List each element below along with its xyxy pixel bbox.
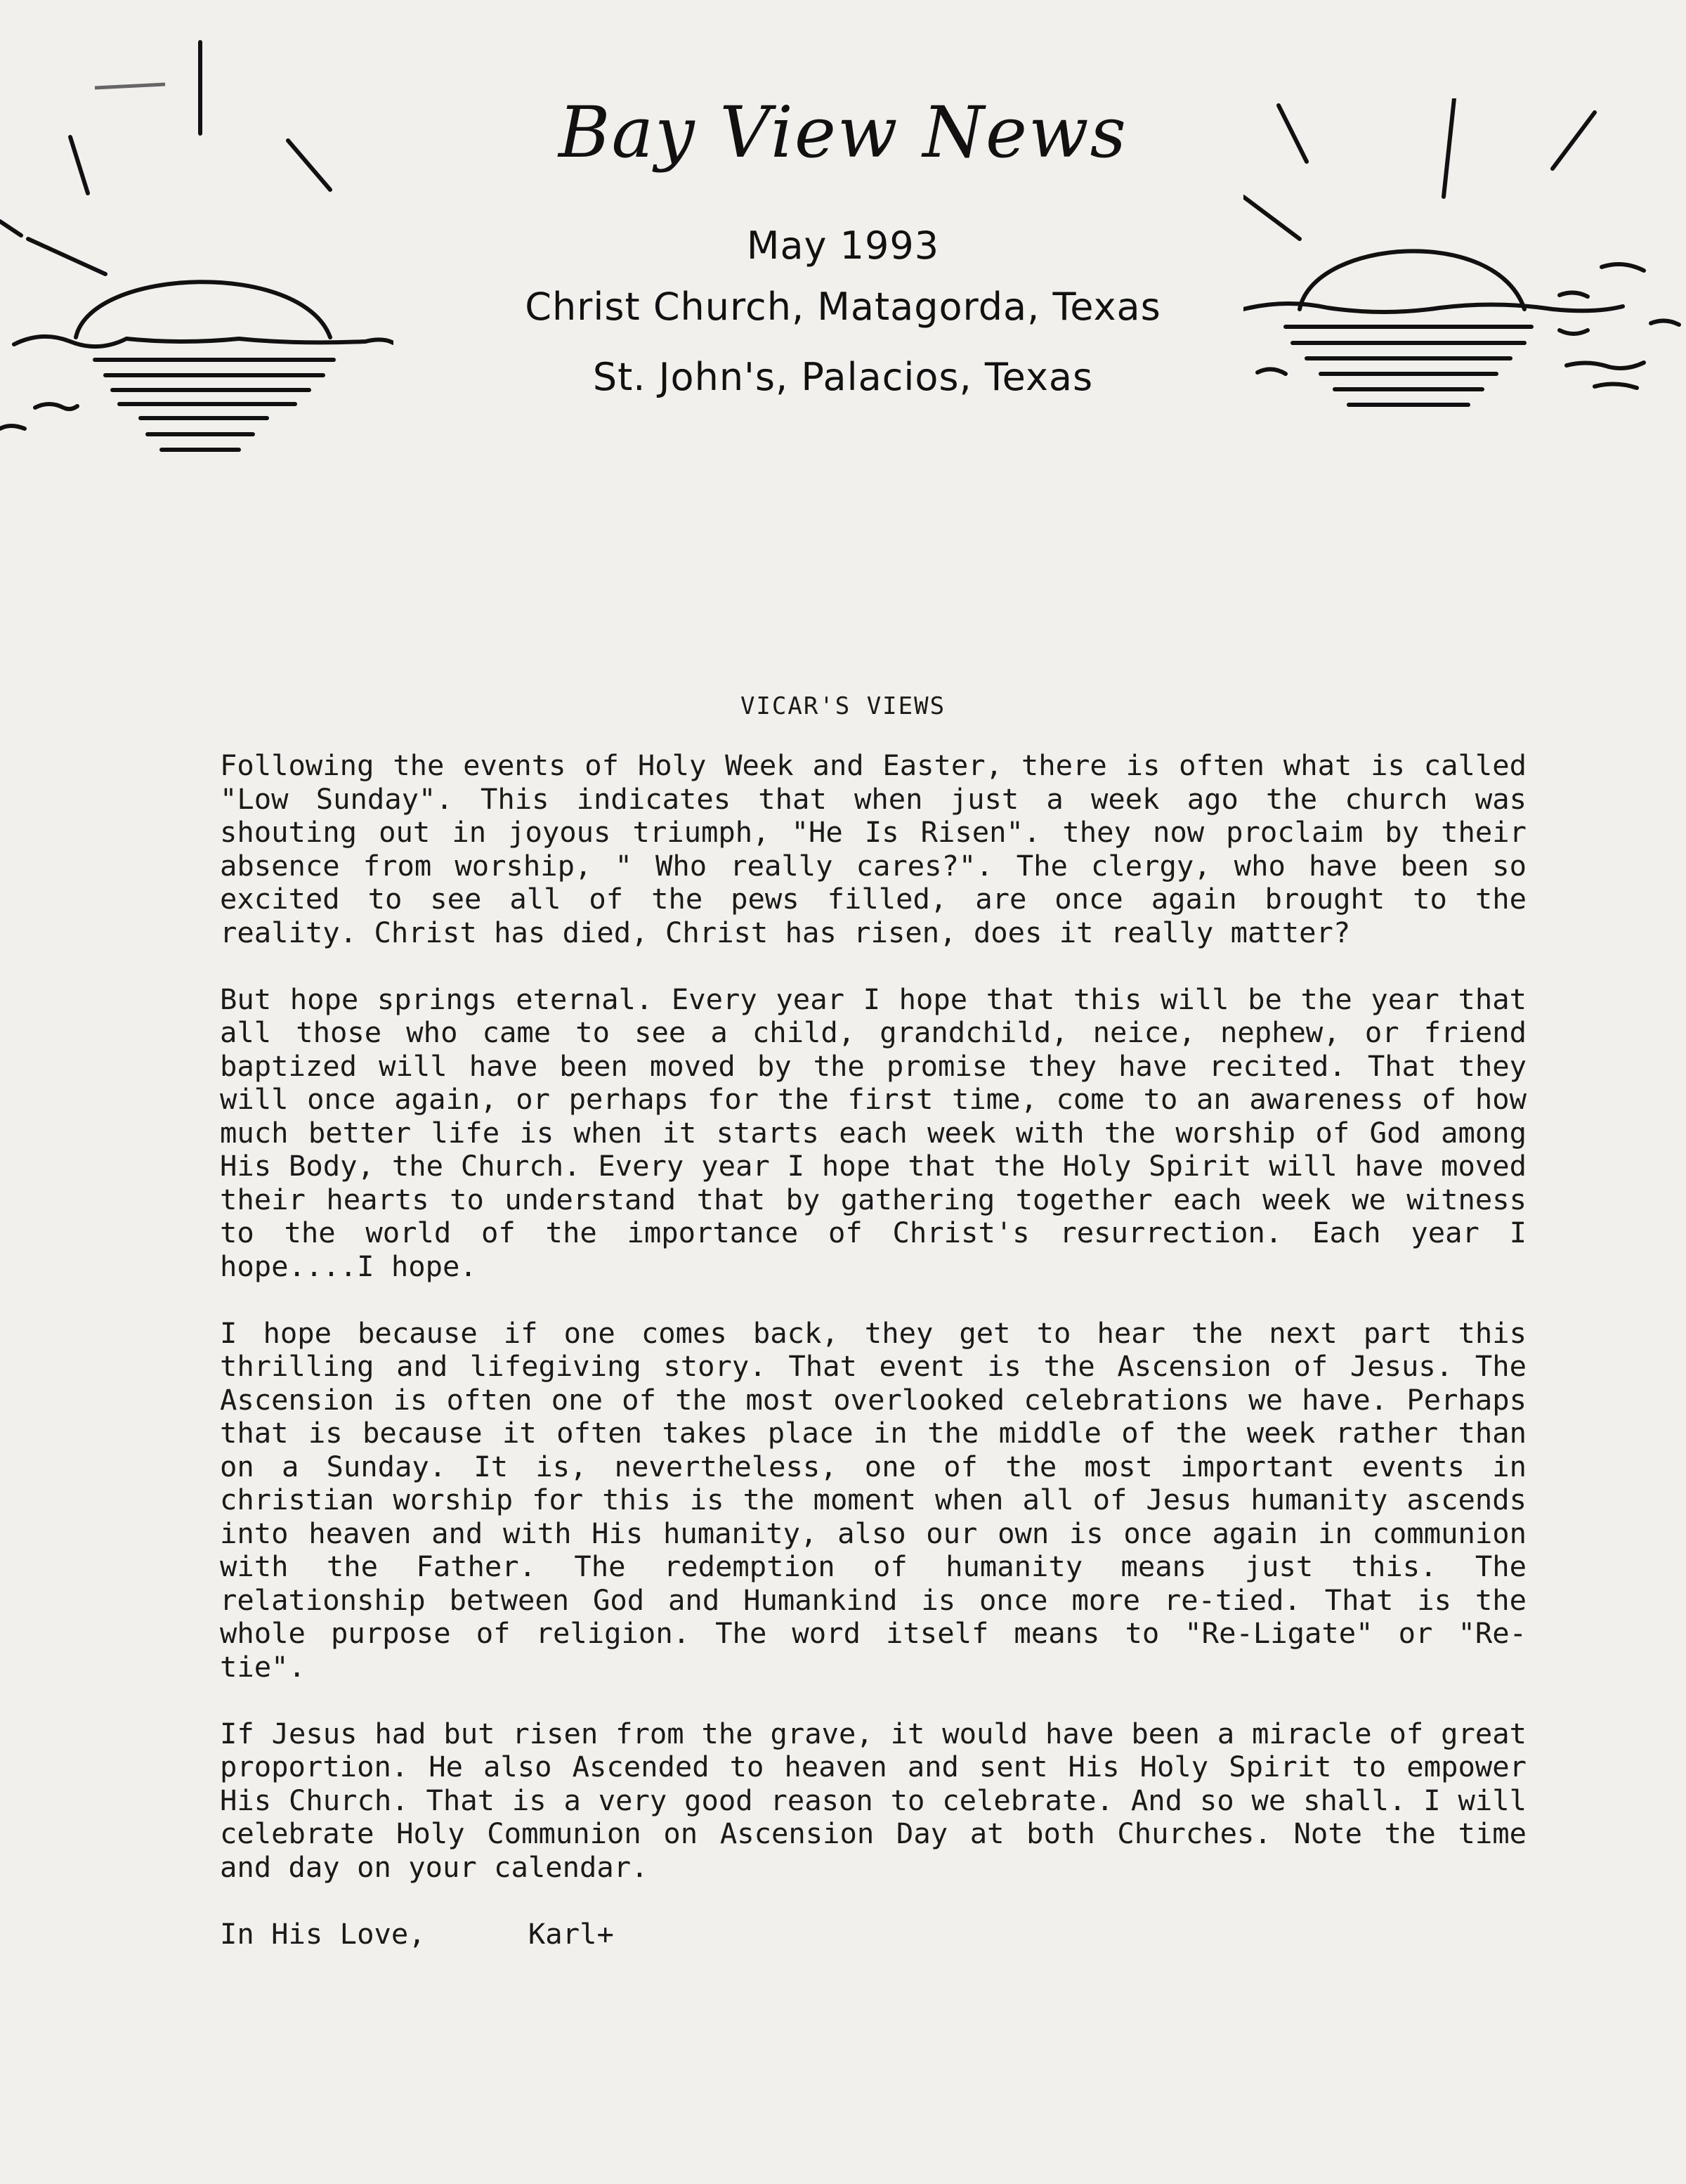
article-paragraph: I hope because if one comes back, they get to hear the next part this thrilling and lifegiving story. That event is the Ascension of Jesus. The Ascension is often one of the most overlooked celebrations we have. Perhaps that is because it often takes place in the middle of the week rather than on a Sunday. It is, nevertheless, one of the most important events in christian worship for this is the moment when all of Jesus humanity ascends into heaven and with His humanity, also our own is once again in communion with the Father. The redemption of humanity means just this. The relationship between God and Humankind is once more re-tied. That is the whole purpose of religion. The word itself means to "Re-Ligate" or "Re- tie". xyxy=(220,1315,1527,1684)
signoff xyxy=(220,1918,1527,1951)
article-body xyxy=(220,749,1527,1984)
article-paragraph: But hope springs eternal. Every year I hope that this will be the year that all those who came to see a child, grandchild, neice, nephew, or friend baptized will have been moved by the promise they have recited. That they will once again, or perhaps for the first time, come to an awareness of how much better life is when it starts each week with the worship of God among His Body, the Church. Every year I hope that the Holy Spirit will have moved their hearts to understand that by gathering together each week we witness to the world of the importance of Christ's resurrection. Each year I hope....I hope. xyxy=(220,982,1527,1283)
signature: Karl+ xyxy=(528,1916,614,1951)
newsletter-title: Bay View News xyxy=(558,91,1128,174)
church-line-palacios: St. John's, Palacios, Texas xyxy=(592,355,1094,399)
issue-date: May 1993 xyxy=(746,223,940,268)
article-heading: VICAR'S VIEWS xyxy=(740,692,946,720)
article-paragraph: Following the events of Holy Week and Easter, there is often what is called "Low Sunday". This indicates that when just a week ago the church was shouting out in joyous triumph, "He Is Risen". they now proclaim by their absence from worship, " Who really cares?". The clergy, who have been so excited to see all of the pews filled, are once again brought to the reality. Christ has died, Christ has risen, does it really matter? xyxy=(220,748,1527,949)
article-paragraph: If Jesus had but risen from the grave, it would have been a miracle of great proportion. He also Ascended to heaven and sent His Holy Spirit to empower His Church. That is a very good reason to celebrate. And so we shall. I will celebrate Holy Communion on Ascension Day at both Churches. Note the time and day on your calendar. xyxy=(220,1716,1527,1884)
closing-text: In His Love, xyxy=(220,1916,426,1951)
church-line-matagorda: Christ Church, Matagorda, Texas xyxy=(525,285,1161,329)
